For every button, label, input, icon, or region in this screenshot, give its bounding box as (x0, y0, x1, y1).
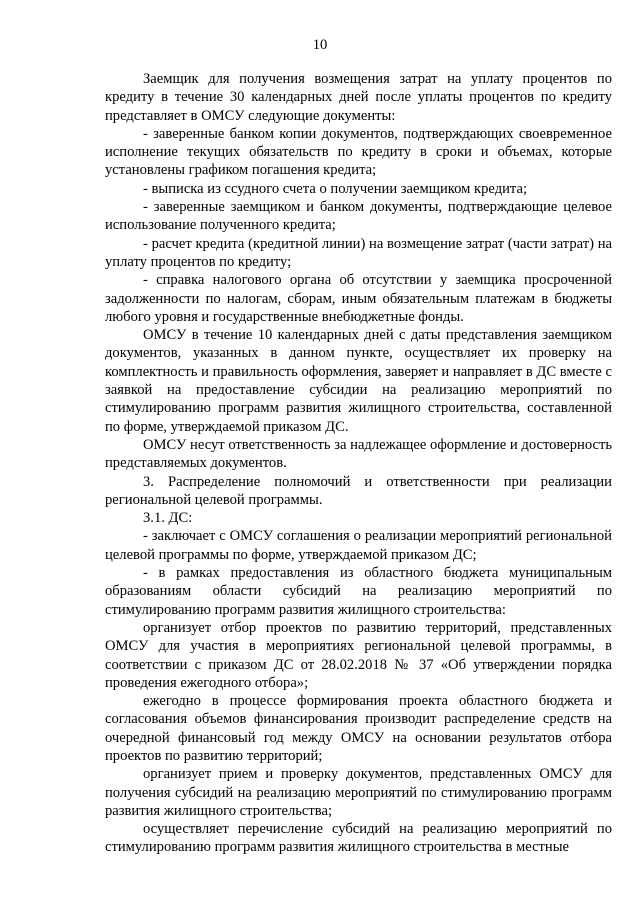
paragraph: - заверенные заемщиком и банком документы, подтверждающие целевое использование полученного кредита; (105, 199, 612, 234)
paragraph: организует отбор проектов по развитию территорий, представленных ОМСУ для участия в мероприятиях региональной целевой программы, в соответствии с приказом ДС от 28.02.2018 № 37 «Об утверждении порядка проведения ежегодного отбора»; (105, 619, 612, 691)
paragraph: Заемщик для получения возмещения затрат на уплату процентов по кредиту в течение 30 календарных дней после уплаты процентов по кредиту представляет в ОМСУ следующие документы: (105, 71, 612, 124)
paragraph: - заверенные банком копии документов, подтверждающих своевременное исполнение текущих обязательств по кредиту в сроки и объемах, которые установлены графиком погашения кредита; (105, 125, 612, 179)
paragraph: - выписка из ссудного счета о получении заемщиком кредита; (143, 180, 528, 197)
paragraph: - в рамках предоставления из областного бюджета муниципальным образованиям области субсидий на реализацию мероприятий по стимулированию программ развития жилищного строительства: (105, 565, 612, 618)
subsection-heading: 3.1. ДС: (143, 510, 193, 527)
page-number: 10 (312, 37, 328, 53)
section-heading: 3. Распределение полномочий и ответственности при реализации региональной целевой программы. (105, 473, 612, 508)
paragraph: ОМСУ несут ответственность за надлежащее оформление и достоверность представляемых документов. (105, 436, 612, 472)
paragraph: ежегодно в процессе формирования проекта областного бюджета и согласования объемов финансирования производит распределение средств на очередной финансовый год между ОМСУ на основании результатов отбора проектов по развитию территорий; (105, 693, 612, 764)
paragraph: осуществляет перечисление субсидий на реализацию мероприятий по стимулированию программ развития жилищного строительства в местные (105, 821, 612, 856)
paragraph: - расчет кредита (кредитной линии) на возмещение затрат (части затрат) на уплату процентов по кредиту; (105, 235, 612, 270)
paragraph: - заключает с ОМСУ соглашения о реализации мероприятий региональной целевой программы по форме, утверждаемой приказом ДС; (105, 528, 612, 563)
document-body (105, 70, 612, 857)
paragraph: - справка налогового органа об отсутствии у заемщика просроченной задолженности по налогам, сборам, иным обязательным платежам в бюджеты любого уровня и государственные внебюджетные фонды. (105, 272, 612, 325)
paragraph: организует прием и проверку документов, представленных ОМСУ для получения субсидий на реализацию мероприятий по стимулированию программ развития жилищного строительства; (105, 766, 612, 819)
paragraph: ОМСУ в течение 10 календарных дней с даты представления заемщиком документов, указанных в данном пункте, осуществляет их проверку на комплектность и правильность оформления, заверяет и направляет в ДС вместе с заявкой на предоставление субсидии на реализацию мероприятий по стимулированию программ развития жилищного строительства, составленной по форме, утверждаемой приказом ДС. (105, 327, 612, 435)
